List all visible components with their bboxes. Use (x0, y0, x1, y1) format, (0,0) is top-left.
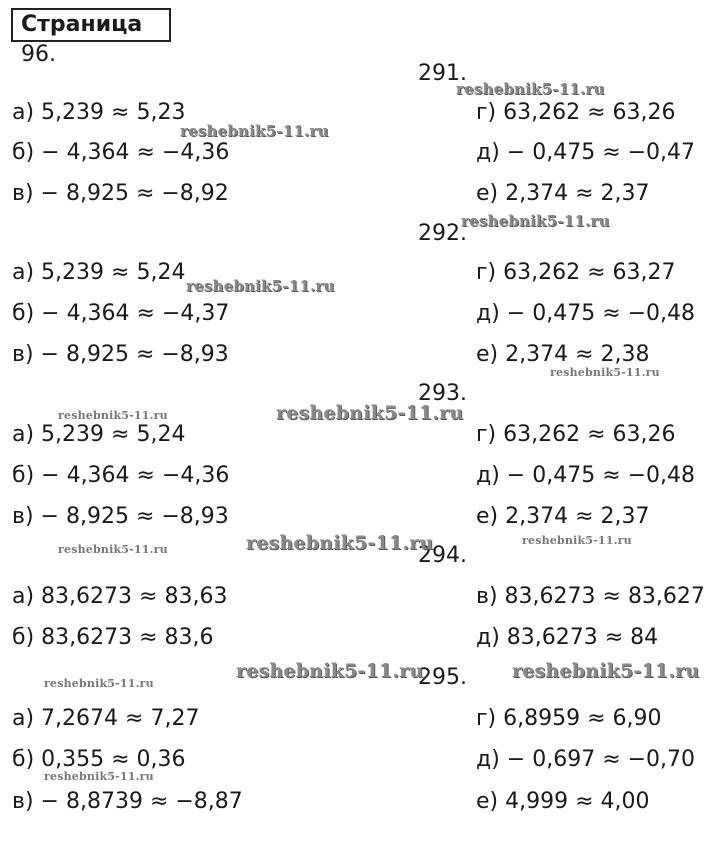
answer-293-b: б) − 4,364 ≈ −4,36 (12, 463, 230, 488)
answer-293-d: д) − 0,475 ≈ −0,48 (476, 463, 696, 488)
answer-291-v: в) − 8,925 ≈ −8,92 (12, 181, 229, 206)
answer-291-a: а) 5,239 ≈ 5,23 (12, 100, 186, 125)
problem-number-295: 295. (418, 665, 467, 690)
watermark: reshebnik5-11.ru (522, 534, 632, 547)
problem-number-293: 293. (418, 381, 467, 406)
watermark: reshebnik5-11.ru (461, 212, 610, 230)
answer-292-a: а) 5,239 ≈ 5,24 (12, 260, 186, 285)
answer-295-e: е) 4,999 ≈ 4,00 (476, 789, 650, 814)
problem-number-292: 292. (418, 221, 467, 246)
answer-292-b: б) − 4,364 ≈ −4,37 (12, 301, 230, 326)
problem-number-294: 294. (418, 543, 467, 568)
watermark: reshebnik5-11.ru (246, 532, 434, 554)
page-title-number: 96. (21, 42, 56, 67)
answer-293-g: г) 63,262 ≈ 63,26 (476, 422, 676, 447)
watermark: reshebnik5-11.ru (456, 80, 605, 98)
answer-291-g: г) 63,262 ≈ 63,26 (476, 100, 676, 125)
watermark: reshebnik5-11.ru (58, 543, 168, 556)
watermark: reshebnik5-11.ru (186, 277, 335, 295)
answer-294-b: б) 83,6273 ≈ 83,6 (12, 625, 214, 650)
answer-292-e: е) 2,374 ≈ 2,38 (476, 342, 650, 367)
answer-293-e: е) 2,374 ≈ 2,37 (476, 504, 650, 529)
watermark: reshebnik5-11.ru (44, 770, 154, 783)
watermark: reshebnik5-11.ru (550, 366, 660, 379)
watermark: reshebnik5-11.ru (58, 409, 168, 422)
answer-292-d: д) − 0,475 ≈ −0,48 (476, 301, 696, 326)
answer-295-d: д) − 0,697 ≈ −0,70 (476, 747, 696, 772)
answer-292-g: г) 63,262 ≈ 63,27 (476, 260, 676, 285)
page-title-word: Страница (21, 12, 143, 37)
answer-293-a: а) 5,239 ≈ 5,24 (12, 422, 186, 447)
answer-292-v: в) − 8,925 ≈ −8,93 (12, 342, 229, 367)
answer-293-v: в) − 8,925 ≈ −8,93 (12, 504, 229, 529)
watermark: reshebnik5-11.ru (512, 660, 700, 682)
watermark: reshebnik5-11.ru (276, 402, 464, 424)
watermark: reshebnik5-11.ru (44, 677, 154, 690)
answer-294-v: в) 83,6273 ≈ 83,627 (476, 584, 705, 609)
answer-295-g: г) 6,8959 ≈ 6,90 (476, 706, 662, 731)
answer-291-d: д) − 0,475 ≈ −0,47 (476, 140, 696, 165)
answer-295-a: а) 7,2674 ≈ 7,27 (12, 706, 200, 731)
problem-number-291: 291. (418, 61, 467, 86)
page-title (11, 8, 171, 67)
answer-291-e: е) 2,374 ≈ 2,37 (476, 181, 650, 206)
answer-291-b: б) − 4,364 ≈ −4,36 (12, 140, 230, 165)
answer-295-v: в) − 8,8739 ≈ −8,87 (12, 789, 243, 814)
answer-294-a: а) 83,6273 ≈ 83,63 (12, 584, 228, 609)
answer-295-b: б) 0,355 ≈ 0,36 (12, 747, 186, 772)
answer-294-d: д) 83,6273 ≈ 84 (476, 625, 659, 650)
watermark: reshebnik5-11.ru (180, 122, 329, 140)
watermark: reshebnik5-11.ru (236, 660, 424, 682)
